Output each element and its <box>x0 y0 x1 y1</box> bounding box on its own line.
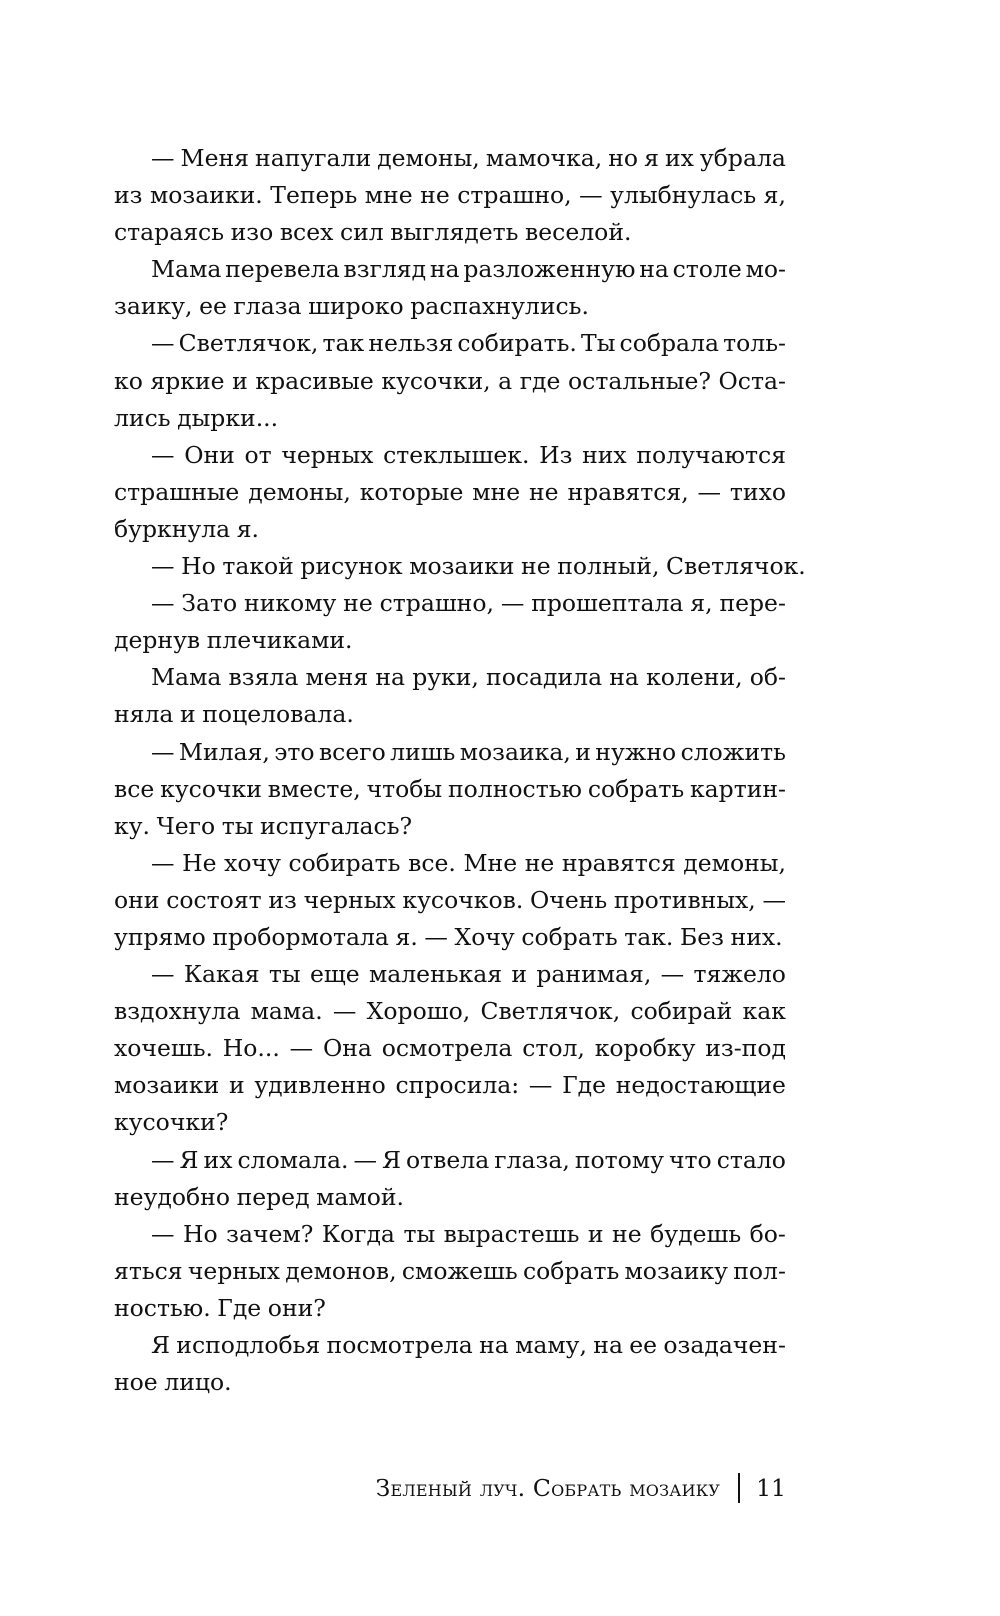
text-line: — Но зачем? Когда ты вырастешь и не будешь бо- <box>151 1219 786 1248</box>
text-line: — Не хочу собирать все. Мне не нравятся демоны, <box>151 848 786 877</box>
text-line: ко яркие и красивые кусочки, а где остальные? Оста- <box>114 366 786 395</box>
page-body <box>114 140 806 1401</box>
text-line: — Но такой рисунок мозаики не полный, Светлячок. <box>151 552 806 581</box>
text-line: страшные демоны, которые мне не нравятся, — тихо <box>114 477 786 506</box>
text-line: ностью. Где они? <box>114 1293 326 1322</box>
text-line: вздохнула мама. — Хорошо, Светлячок, собирай как <box>114 997 786 1026</box>
text-line: яться черных демонов, сможешь собрать мозаику пол- <box>114 1256 786 1285</box>
text-line: они состоят из черных кусочков. Очень противных, — <box>114 885 786 914</box>
text-line: лись дырки... <box>114 403 279 432</box>
text-line: — Светлячок, так нельзя собирать. Ты собрала толь- <box>151 329 786 358</box>
text-line: дернув плечиками. <box>114 626 353 655</box>
text-line: — Зато никому не страшно, — прошептала я, пере- <box>151 589 786 618</box>
text-line: — Я их сломала. — Я отвела глаза, потому что стало <box>151 1145 786 1174</box>
text-line: из мозаики. Теперь мне не страшно, — улыбнулась я, <box>114 181 786 210</box>
running-title: Зеленый луч. Собрать мозаику <box>375 1474 721 1502</box>
text-line: хочешь. Но... — Она осмотрела стол, коробку из-под <box>114 1034 786 1063</box>
text-line: — Милая, это всего лишь мозаика, и нужно сложить <box>151 737 786 766</box>
text-line: мозаики и удивленно спросила: — Где недостающие <box>114 1071 786 1100</box>
text-line: упрямо пробормотала я. — Хочу собрать так. Без них. <box>114 922 783 951</box>
text-line: все кусочки вместе, чтобы полностью собрать картин- <box>114 774 786 803</box>
text-line: ное лицо. <box>114 1368 232 1397</box>
running-footer <box>114 1468 786 1508</box>
text-line: буркнула я. <box>114 514 260 543</box>
text-line: неудобно перед мамой. <box>114 1182 404 1211</box>
text-line: Мама перевела взгляд на разложенную на столе мо- <box>151 255 786 284</box>
text-line: Мама взяла меня на руки, посадила на колени, об- <box>151 663 786 692</box>
text-line: заику, ее глаза широко распахнулись. <box>114 292 589 321</box>
text-line: Я исподлобья посмотрела на маму, на ее озадачен- <box>151 1331 786 1359</box>
text-line: кусочки? <box>114 1108 229 1137</box>
text-line: — Они от черных стеклышек. Из них получаются <box>151 440 786 469</box>
page-number: 11 <box>756 1474 786 1502</box>
text-line: — Меня напугали демоны, мамочка, но я их убрала <box>151 144 786 172</box>
footer-separator <box>738 1473 740 1503</box>
text-line: — Какая ты еще маленькая и ранимая, — тяжело <box>151 960 786 989</box>
text-line: няла и поцеловала. <box>114 700 354 729</box>
text-line: стараясь изо всех сил выглядеть веселой. <box>114 218 632 247</box>
text-line: ку. Чего ты испугалась? <box>114 811 413 840</box>
